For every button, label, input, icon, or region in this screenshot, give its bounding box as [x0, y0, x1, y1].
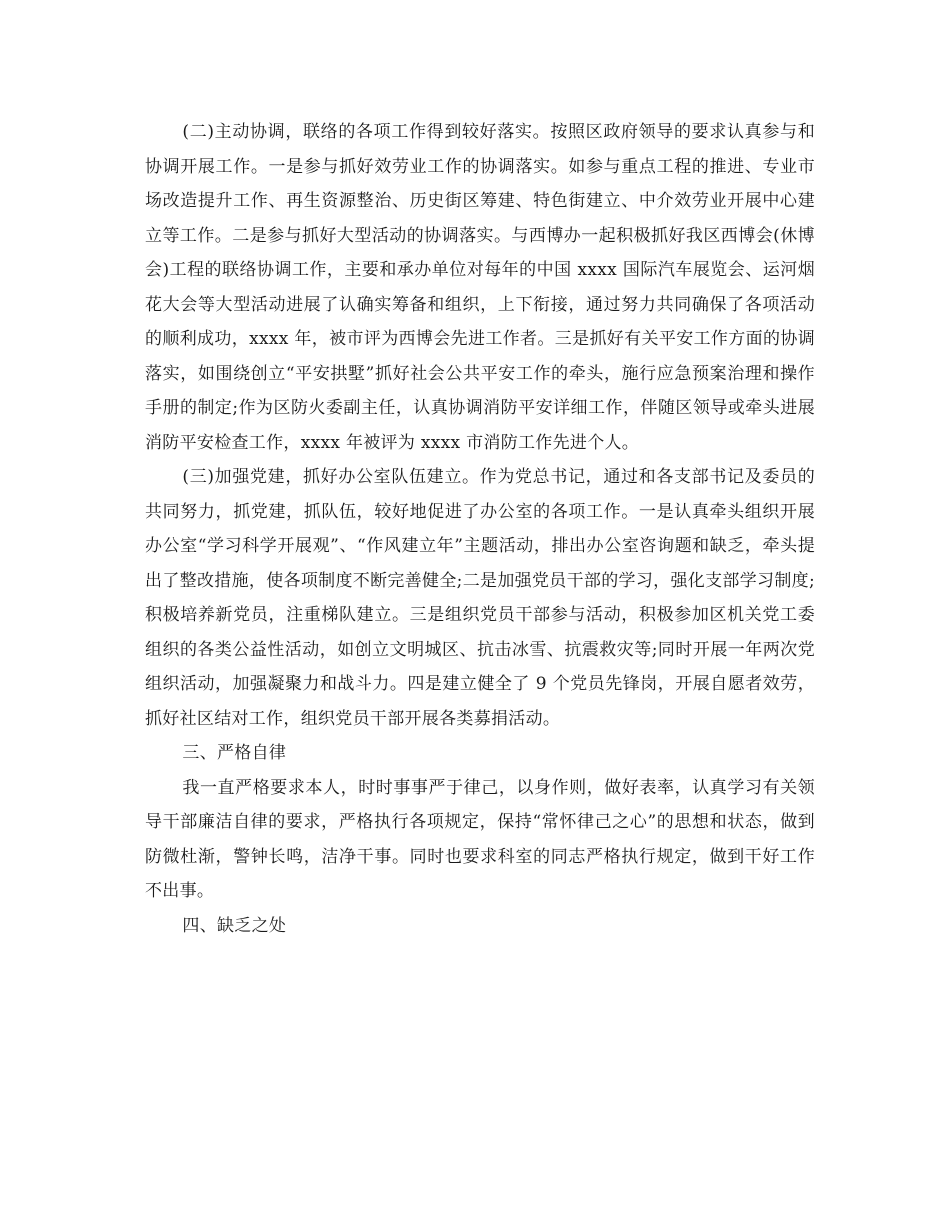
paragraph-party-building: (三)加强党建，抓好办公室队伍建立。作为党总书记，通过和各支部书记及委员的共同努力，抓党建，抓队伍，较好地促进了办公室的各项工作。一是认真牵头组织开展办公室“学习科学开展观”、“作风建立年”主题活动，排出办公室咨询题和缺乏，牵头提出了整改措施，使各项制度不断完善健全;二是加强党员干部的学习，强化支部学习制度;积极培养新党员，注重梯队建立。三是组织党员干部参与活动，积极参加区机关党工委组织的各类公益性活动，如创立文明城区、抗击冰雪、抗震救灾等;同时开展一年两次党组织活动，加强凝聚力和战斗力。四是建立健全了 9 个党员先锋岗，开展自愿者效劳，抓好社区结对工作，组织党员干部开展各类募捐活动。 — [145, 467, 815, 729]
heading-self-discipline: 三、严格自律 — [182, 743, 287, 763]
paragraph-self-discipline: 我一直严格要求本人，时时事事严于律己，以身作则，做好表率，认真学习有关领导干部廉洁自律的要求，严格执行各项规定，保持“常怀律己之心”的思想和状态，做到防微杜渐，警钟长鸣，洁净干事。同时也要求科室的同志严格执行规定，做到干好工作不出事。 — [145, 777, 815, 901]
heading-shortcomings: 四、缺乏之处 — [182, 915, 287, 936]
document-body — [145, 115, 815, 943]
paragraph-coordination: (二)主动协调，联络的各项工作得到较好落实。按照区政府领导的要求认真参与和协调开展工作。一是参与抓好效劳业工作的协调落实。如参与重点工程的推进、专业市场改造提升工作、再生资源整治、历史街区筹建、特色街建立、中介效劳业开展中心建立等工作。二是参与抓好大型活动的协调落实。与西博办一起积极抓好我区西博会(休博会)工程的联络协调工作，主要和承办单位对每年的中国 xxxx 国际汽车展览会、运河烟花大会等大型活动进展了认确实筹备和组织，上下衔接，通过努力共同确保了各项活动的顺利成功，xxxx 年，被市评为西博会先进工作者。三是抓好有关平安工作方面的协调落实，如围绕创立“平安拱墅”抓好社会公共平安工作的牵头，施行应急预案治理和操作手册的制定;作为区防火委副主任，认真协调消防平安详细工作，伴随区领导或牵头进展消防平安检查工作，xxxx 年被评为 xxxx 市消防工作先进个人。 — [145, 122, 815, 453]
